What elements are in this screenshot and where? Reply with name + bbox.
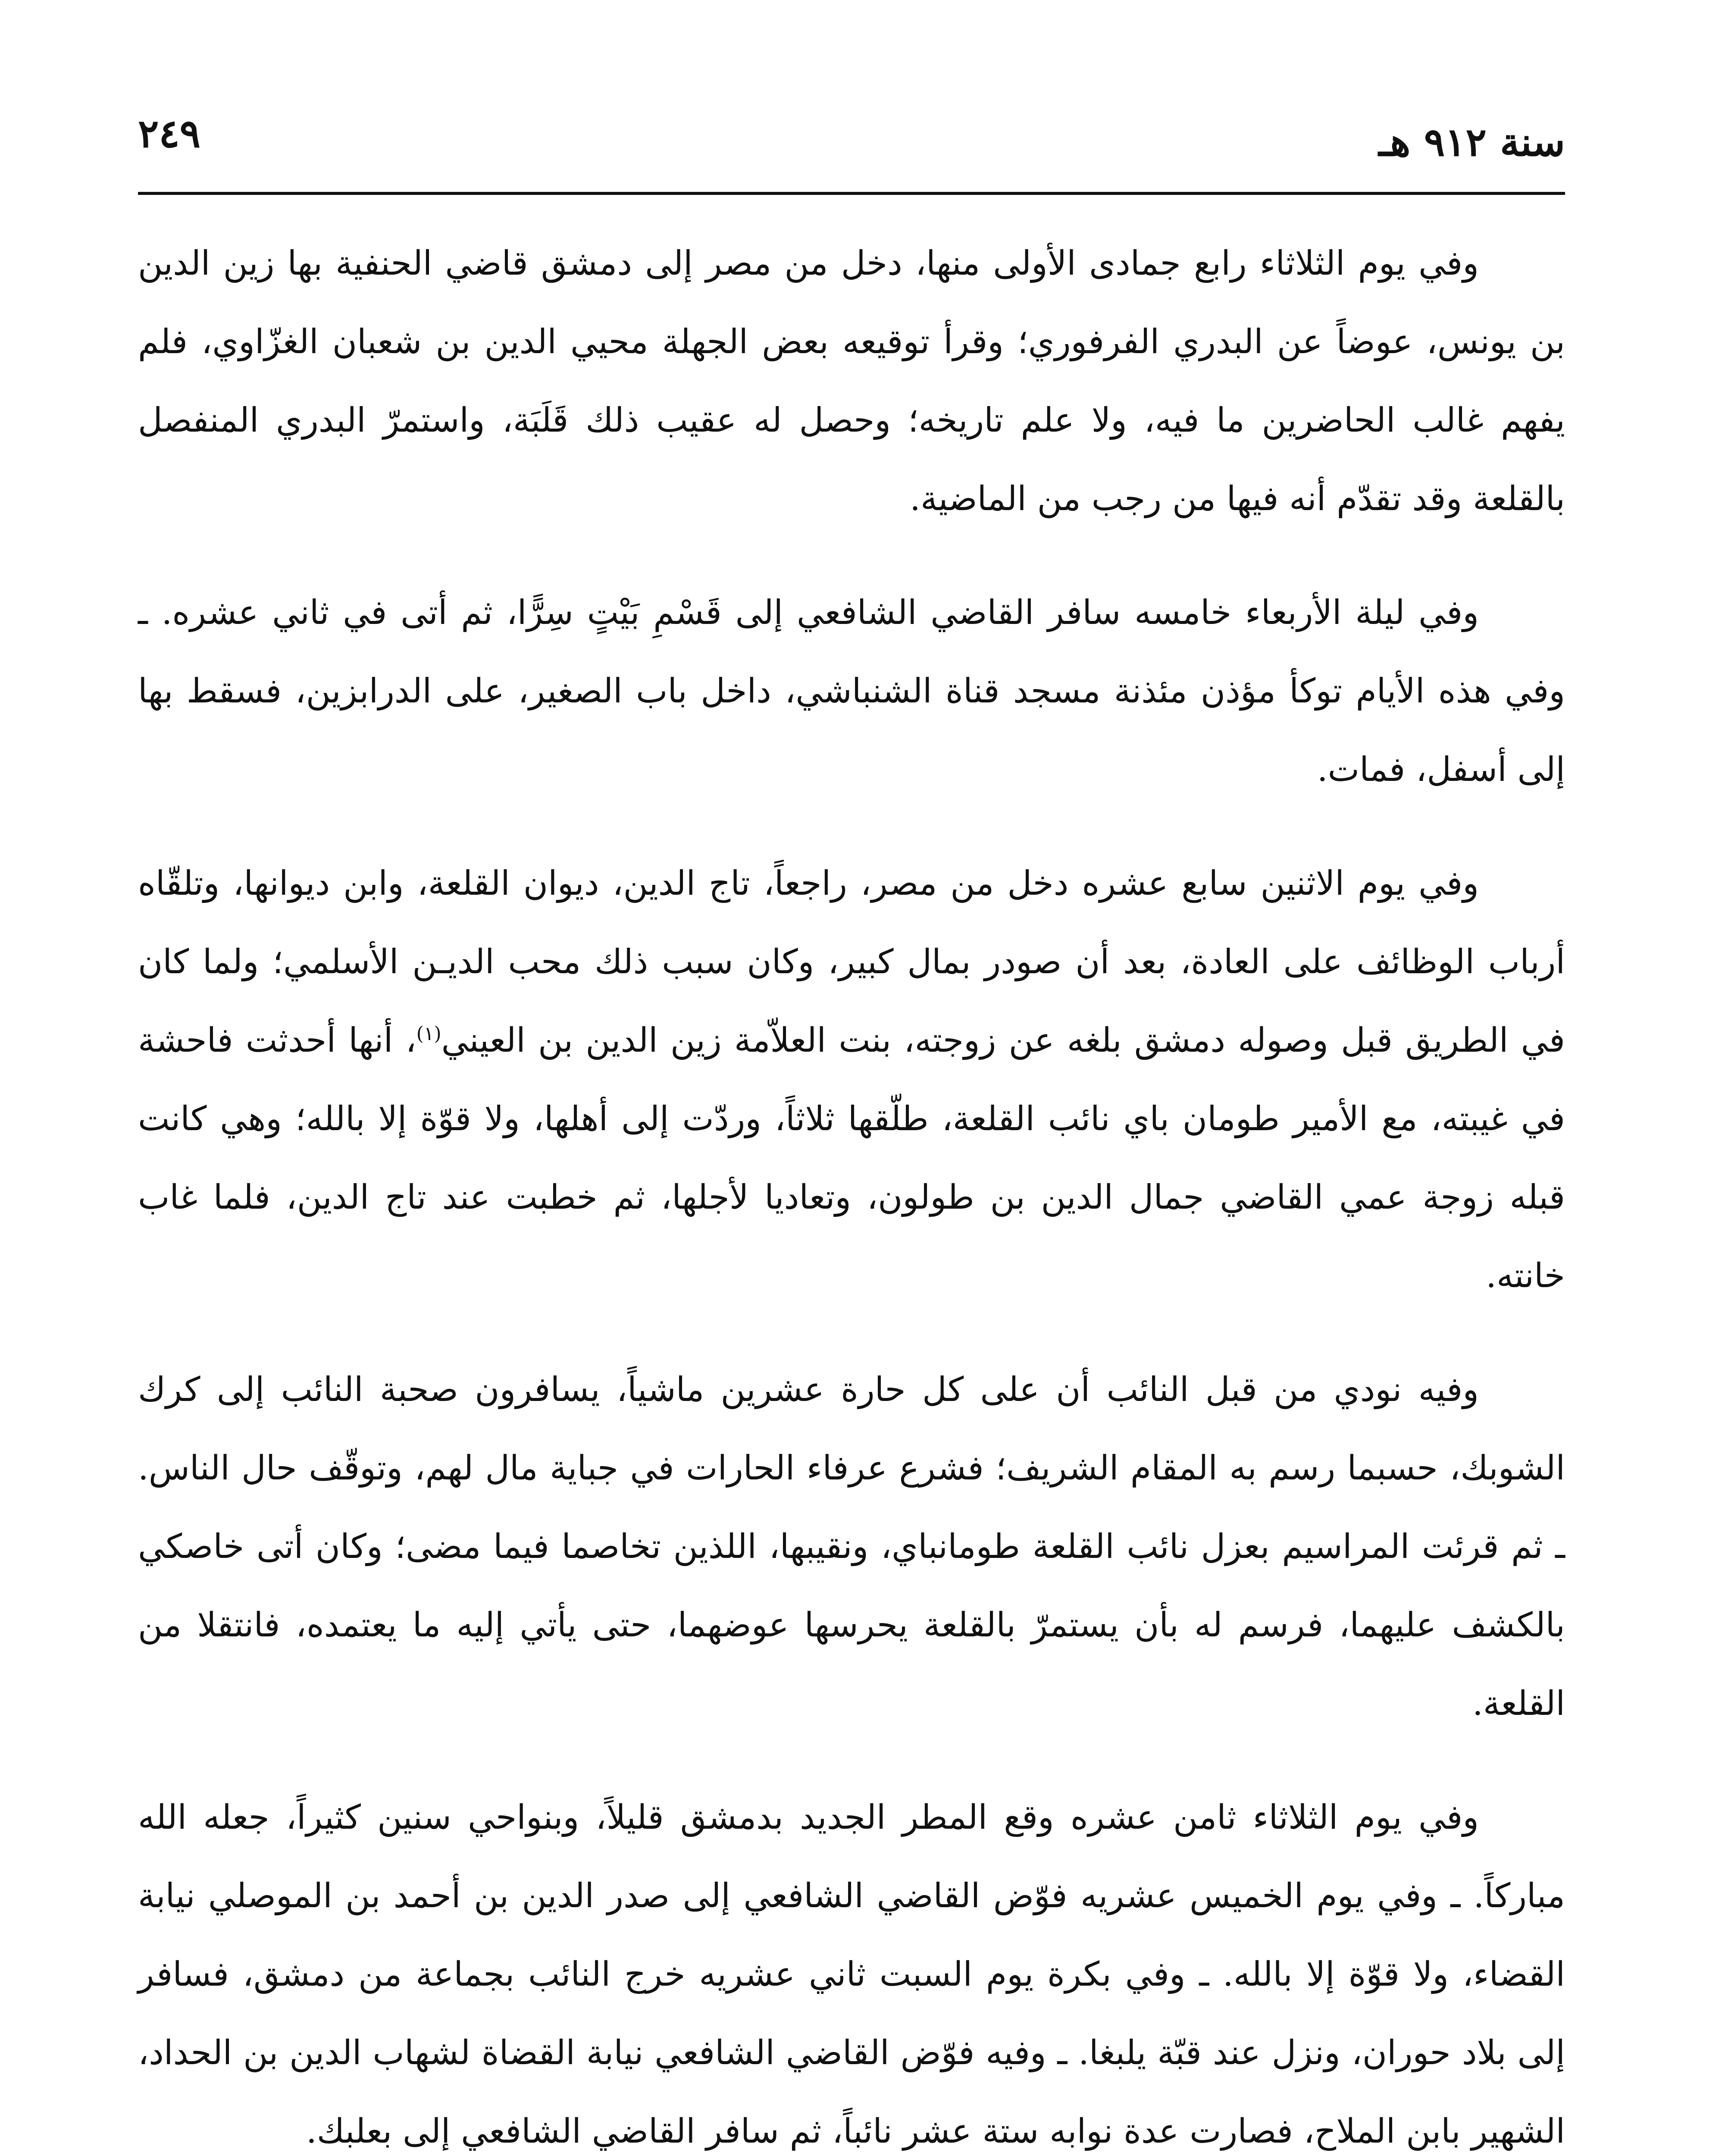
paragraph-text: ، أنها أحدثت فاحشة في غيبته، مع الأمير طومان باي نائب القلعة، طلّقها ثلاثاً، وردّت إلى أهلها، ولا قوّة إلا بالله؛ وهي كانت قبله زوجة عمي القاضي جمال الدين بن طولون، وتعاديا لأجلها، ثم خطبت عند تاج الدين، فلما غاب خانته. [138, 1021, 1565, 1295]
footnote-reference: (١) [416, 1023, 441, 1045]
paragraph: وفي يوم الثلاثاء ثامن عشره وقع المطر الجديد بدمشق قليلاً، وبنواحي سنين كثيراً، جعله الله مباركاً. ـ وفي يوم الخميس عشريه فوّض القاضي الشافعي إلى صدر الدين بن أحمد بن الموصلي نيابة القضاء، ولا قوّة إلا بالله. ـ وفي بكرة يوم السبت ثاني عشريه خرج النائب بجماعة من دمشق، فسافر إلى بلاد حوران، ونزل عند قبّة يلبغا. ـ وفيه فوّض القاضي الشافعي نيابة القضاة لشهاب الدين بن الحداد، الشهير بابن الملاح، فصارت عدة نوابه ستة عشر نائباً، ثم سافر القاضي الشافعي إلى بعلبك. [138, 1798, 1565, 2151]
running-header [138, 108, 1565, 177]
main-text [138, 224, 1565, 2156]
paragraph: وفي يوم الثلاثاء رابع جمادى الأولى منها، دخل من مصر إلى دمشق قاضي الحنفية بها زين الدين بن يونس، عوضاً عن البدري الفرفوري؛ وقرأ توقيعه بعض الجهلة محيي الدين بن شعبان الغزّاوي، فلم يفهم غالب الحاضرين ما فيه، ولا علم تاريخه؛ وحصل له عقيب ذلك قَلَبَة، واستمرّ البدري المنفصل بالقلعة وقد تقدّم أنه فيها من رجب من الماضية. [138, 244, 1565, 518]
paragraph [138, 844, 1565, 1315]
paragraph-text: وفي يوم الاثنين سابع عشره دخل من مصر، راجعاً، تاج الدين، ديوان القلعة، وابن ديوانها، وتلقّاه أرباب الوظائف على العادة، بعد أن صودر بمال كبير، وكان سبب ذلك محب الديـن الأسلمي؛ ولما كان في الطريق قبل وصوله دمشق بلغه عن زوجته، بنت العلاّمة زين الدين بن العيني [138, 864, 1565, 1060]
header-rule [138, 192, 1565, 195]
running-title: سنة ٩١٢ هـ [1378, 119, 1565, 165]
paragraph: وفي ليلة الأربعاء خامسه سافر القاضي الشافعي إلى قَسْمِ بَيْتٍ سِرًّا، ثم أتى في ثاني عشره. ـ وفي هذه الأيام توكأ مؤذن مئذنة مسجد قناة الشنباشي، داخل باب الصغير، على الدرابزين، فسقط بها إلى أسفل، فمات. [138, 593, 1565, 789]
paragraph: وفيه نودي من قبل النائب أن على كل حارة عشرين ماشياً، يسافرون صحبة النائب إلى كرك الشوبك، حسبما رسم به المقام الشريف؛ فشرع عرفاء الحارات في جباية مال لهم، وتوقّف حال الناس. ـ ثم قرئت المراسيم بعزل نائب القلعة طومانباي، ونقيبها، اللذين تخاصما فيما مضى؛ وكان أتى خاصكي بالكشف عليهما، فرسم له بأن يستمرّ بالقلعة يحرسها عوضهما، حتى يأتي إليه ما يعتمده، فانتقلا من القلعة. [138, 1370, 1565, 1723]
page-number: ٢٤٩ [138, 111, 201, 157]
